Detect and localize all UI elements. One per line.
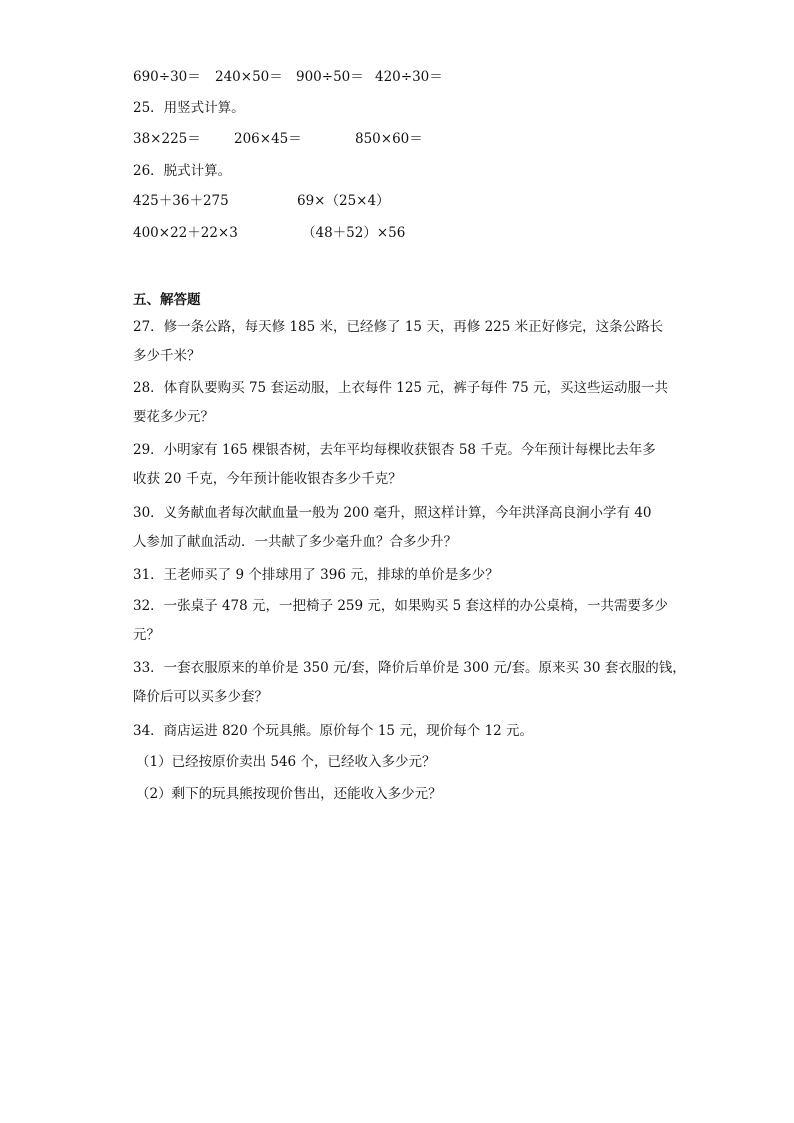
question-30-line1: 30．义务献血者每次献血量一般为 200 毫升，照这样计算，今年洪泽高良涧小学有 40 [133,505,652,521]
vertical-calc-item: 206×45＝ [234,131,302,147]
step-calc-item: （48＋52）×56 [302,225,406,241]
question-33-line1: 33．一套衣服原来的单价是 350 元/套，降价后单价是 300 元/套。原来买 30 套衣服的钱， [133,660,686,676]
section-heading: 五、解答题 [133,292,201,308]
division-item: 690÷30＝ [133,69,201,85]
division-item: 240×50＝ [215,69,283,85]
step-calc-item: 400×22＋22×3 [133,225,238,241]
question-26-title: 26．脱式计算。 [133,163,232,179]
question-29-line1: 29．小明家有 165 棵银杏树，去年平均每棵收获银杏 58 千克。今年预计每棵比去年多 [133,442,656,458]
question-34-line1: 34．商店运进 820 个玩具熊。原价每个 15 元，现价每个 12 元。 [133,723,534,739]
question-27-line1: 27．修一条公路，每天修 185 米，已经修了 15 天，再修 225 米正好修完，这条公路长 [133,319,664,335]
vertical-calc-item: 38×225＝ [133,131,201,147]
step-calc-item: 425＋36＋275 [133,193,229,209]
question-34-sub2: （2）剩下的玩具熊按现价售出，还能收入多少元？ [136,786,442,802]
division-item: 900÷50＝ [296,69,364,85]
step-calc-item: 69×（25×4） [297,193,390,209]
question-32-line1: 32．一张桌子 478 元，一把椅子 259 元，如果购买 5 套这样的办公桌椅，一共需要多少 [133,598,669,614]
question-31-line1: 31．王老师买了 9 个排球用了 396 元，排球的单价是多少？ [133,567,499,583]
question-25-title: 25．用竖式计算。 [133,100,245,116]
question-30-line2: 人参加了献血活动．一共献了多少毫升血？合多少升？ [133,534,457,550]
question-32-line2: 元？ [133,627,160,643]
question-34-sub1: （1）已经按原价卖出 546 个，已经收入多少元？ [136,754,436,770]
vertical-calc-item: 850×60＝ [355,131,423,147]
division-item: 420÷30＝ [375,69,443,85]
question-28-line2: 要花多少元？ [133,409,214,425]
question-28-line1: 28．体育队要购买 75 套运动服，上衣每件 125 元，裤子每件 75 元，买这些运动服一共 [133,380,669,396]
question-29-line2: 收获 20 千克，今年预计能收银杏多少千克？ [133,471,402,487]
question-27-line2: 多少千米？ [133,348,201,364]
question-33-line2: 降价后可以买多少套？ [133,689,268,705]
